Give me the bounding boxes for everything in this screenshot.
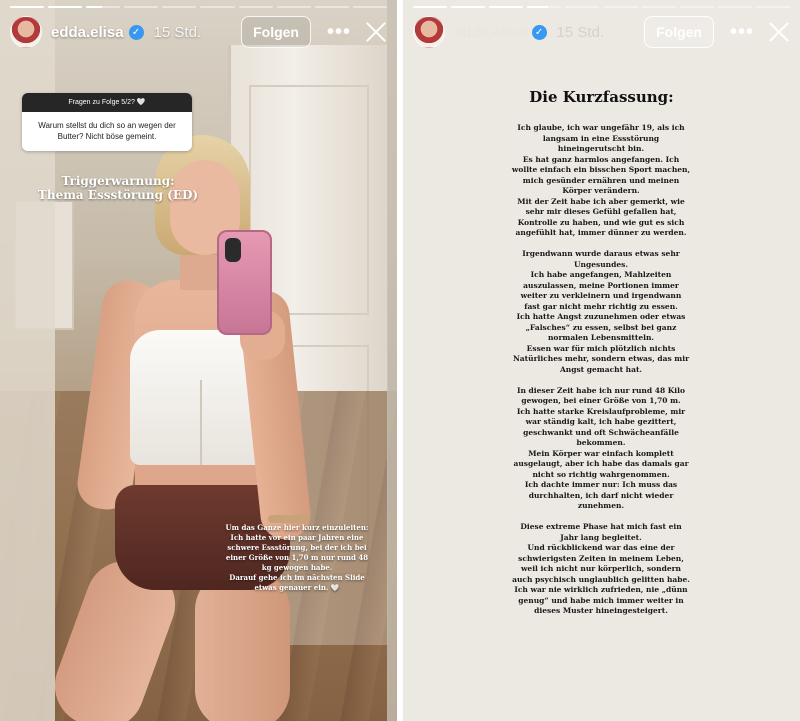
story-line: hineingerutscht bin. [557,144,645,153]
progress-segment [162,6,196,8]
intro-line: schwere Essstörung, bei der ich bei [227,543,367,552]
progress-segment [124,6,158,8]
story-line: Ich hatte Angst zuzunehmen oder etwas [516,312,686,321]
story-line: Ich habe angefangen, Mahlzeiten [530,270,672,279]
story-line: Jahr lang begleitet. [560,532,642,542]
story-line: angefühlt hat, immer dünner zu werden. [515,228,687,237]
story-line: Ich war nie wirklich zufrieden, nie „dünn [514,585,688,594]
story-line: auch psychisch unglaublich gelitten habe. [512,574,690,584]
verified-badge-icon: ✓ [129,25,144,40]
story-line: Körper verändern. [562,186,640,195]
post-time: 15 Std. [153,23,202,41]
progress-segment [200,6,234,8]
story-line: durchhalten, ich darf nicht wieder [528,490,674,500]
progress-segment [353,6,387,8]
progress-segment-fill [413,6,447,8]
story-panel-right[interactable] [403,0,800,721]
intro-line: Um das Ganze hier kurz einzuleiten: [225,523,369,532]
intro-line: etwas genauer ein. 🤍 [254,583,340,592]
progress-segment [413,6,447,8]
intro-text [212,523,382,593]
story-line: langsam in eine Essstörung [542,133,660,143]
story-line: zunehmen. [577,501,625,510]
progress-segment [565,6,599,8]
story-header [10,14,387,50]
story-line: Ungesundes. [574,259,628,269]
story-line: dieses Muster hineingesteigert. [534,606,668,615]
story-line: schwierigsten Zeiten in meinem Leben, [518,553,684,563]
story-line: Mein Körper war einfach komplett [528,448,674,458]
progress-segment-fill [489,6,523,8]
story-line: Ich hatte starke Kreislaufprobleme, mir [516,406,686,416]
story-line: Essen war für mich plötzlich nichts [526,343,676,353]
story-line: Diese extreme Phase hat mich fast ein [520,522,682,531]
follow-button[interactable]: Folgen [644,16,714,48]
avatar[interactable] [413,16,445,48]
more-options-icon[interactable]: ••• [729,21,754,43]
trigger-warning [18,174,218,202]
progress-segment-fill [527,6,547,8]
progress-segment-fill [86,6,101,8]
story-line: nicht so richtig wahrgenommen. [532,469,670,479]
story-line: Und rückblickend war das eine der [527,543,675,552]
progress-segment [86,6,120,8]
story-progress-bar [413,6,790,8]
progress-segment [642,6,676,8]
story-line: Irgendwann wurde daraus etwas sehr [522,249,680,258]
story-progress-bar [10,6,387,8]
more-options-icon[interactable]: ••• [326,21,351,43]
story-line: In dieser Zeit habe ich nur rund 48 Kilo [516,385,686,395]
progress-segment [718,6,752,8]
story-line: weiter zu verkleinern und irgendwann [520,291,682,300]
progress-segment [10,6,44,8]
story-line: fast gar nicht mehr richtig zu essen. [524,301,678,311]
trigger-warning-line: Triggerwarnung: [61,174,175,188]
story-line: „Falsches“ zu essen, selbst bei ganz [525,322,677,332]
avatar[interactable] [10,16,42,48]
story-header [413,14,790,50]
progress-segment [48,6,82,8]
close-icon[interactable] [365,21,387,43]
progress-segment [277,6,311,8]
story-line: gewogen, bei einer Größe von 1,70 m. [521,396,681,405]
progress-segment [756,6,790,8]
progress-segment [489,6,523,8]
story-title: Die Kurzfassung: [529,88,674,106]
story-line: weil ich nicht nur körperlich, sondern [520,564,682,573]
story-body-text [481,123,721,627]
question-sticker-title: Fragen zu Folge 5/2? 🤍 [22,93,192,112]
trigger-warning-line: Thema Essstörung (ED) [37,188,199,202]
progress-segment [315,6,349,8]
follow-button[interactable]: Folgen [241,16,311,48]
story-line: Angst gemacht hat. [559,364,643,374]
username[interactable]: edda.elisa [454,23,527,41]
story-line: sehr mir dieses Gefühl gefallen hat, [525,207,677,216]
progress-segment [527,6,561,8]
close-icon[interactable] [768,21,790,43]
story-line: Natürliches mehr, sondern etwas, das mir [512,354,690,363]
story-line: war ständig kalt, ich habe gezittert, [525,417,677,426]
story-paragraph [481,249,721,375]
progress-segment-fill [451,6,485,8]
story-line: Mit der Zeit habe ich aber gemerkt, wie [517,196,685,206]
progress-segment [603,6,637,8]
story-panel-left[interactable] [0,0,397,721]
username[interactable]: edda.elisa [51,23,124,41]
progress-segment [680,6,714,8]
intro-line: kg gewogen habe. [261,563,333,572]
story-line: wollte einfach ein bisschen Sport machen, [511,165,691,174]
intro-line: Darauf gehe ich im nächsten Slide [229,573,365,582]
progress-segment-fill [48,6,82,8]
story-line: ausgelaugt, aber ich habe das damals gar [513,459,689,468]
story-line: bekommen. [576,438,626,447]
progress-segment [239,6,273,8]
story-paragraph [481,522,721,617]
story-line: geschwankt und oft Schwächeanfälle [523,427,679,437]
story-line: Kontrolle zu haben, und wie gut es sich [517,217,685,227]
story-line: normalen Lebensmitteln. [547,333,655,342]
story-line: Es hat ganz harmlos angefangen. Ich [522,154,680,164]
story-line: Ich dachte immer nur: Ich muss das [524,480,678,489]
progress-segment-fill [10,6,44,8]
progress-segment [451,6,485,8]
story-line: auszulassen, meine Portionen immer [523,280,679,290]
verified-badge-icon: ✓ [532,25,547,40]
post-time: 15 Std. [556,23,605,41]
story-paragraph [481,386,721,512]
intro-line: einer Größe von 1,70 m nur rund 48 [225,553,369,562]
story-paragraph [481,123,721,239]
story-line: mich gesünder ernähren und meinen [522,175,680,185]
intro-line: Ich hatte vor ein paar Jahren eine [230,533,364,542]
story-line: Ich glaube, ich war ungefähr 19, als ich [517,123,685,132]
question-sticker-text: Warum stellst du dich so an wegen der Butter? Nicht böse gemeint. [22,112,192,151]
question-sticker[interactable] [22,93,192,151]
story-line: genug“ und habe mich immer weiter in [518,595,684,605]
